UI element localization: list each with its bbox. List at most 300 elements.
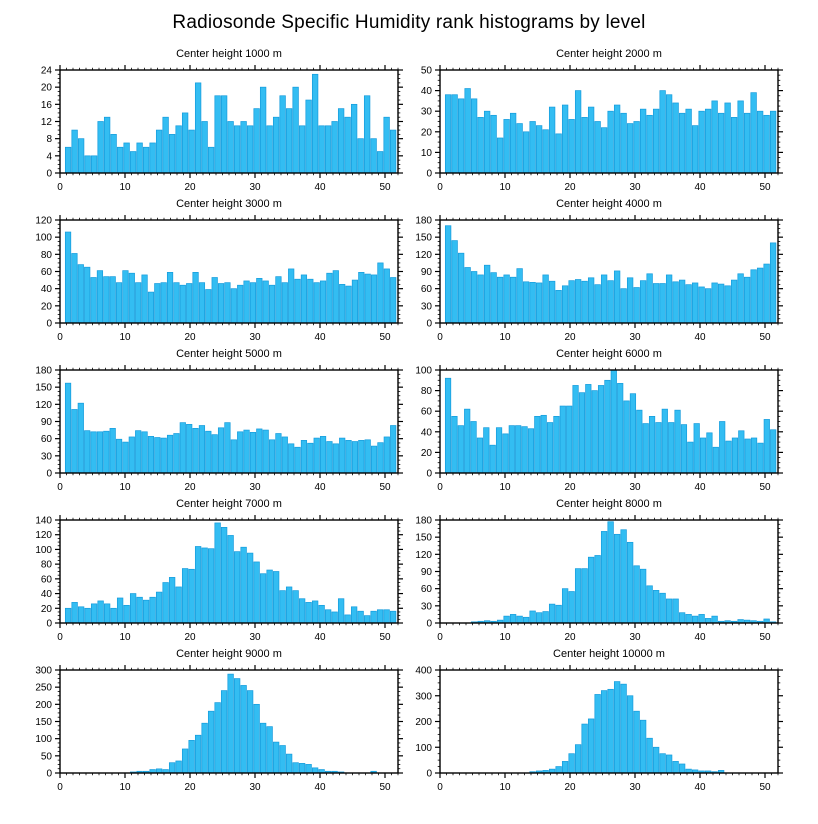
histogram-bar [84,267,89,323]
histogram-bar [325,610,331,623]
y-tick-label: 0 [426,768,432,780]
y-tick-label: 40 [420,86,432,98]
histogram-bar [123,442,128,473]
histogram-bar [241,685,247,773]
y-tick-label: 20 [420,447,432,459]
histogram-bar [371,275,376,323]
histogram-bar [770,430,775,473]
histogram-bar [241,122,247,174]
histogram-bar [244,281,249,323]
histogram-bar [319,126,325,173]
plot-area [35,665,403,793]
histogram-bar [522,427,527,473]
y-tick-label: 120 [35,530,52,542]
histogram-bar [582,724,588,773]
histogram-bar [739,431,744,473]
x-tick-label: 0 [57,182,63,193]
histogram-bar [484,111,490,173]
panel-3000m [0,196,409,346]
histogram-bar [176,126,182,173]
histogram-canvas-5000m [0,362,409,494]
histogram-bar [339,284,344,323]
histogram-bar [634,711,640,773]
x-tick-label: 30 [629,782,641,793]
histogram-bar [694,424,699,473]
histogram-bar [562,589,568,623]
histogram-bar [365,440,370,473]
histogram-bar [608,522,614,623]
y-tick-label: 120 [35,399,52,411]
histogram-bar [679,280,685,323]
histogram-bar [634,122,640,174]
histogram-bar [562,105,568,173]
histogram-bar [543,130,549,173]
y-tick-label: 80 [40,249,52,261]
histogram-bar [351,607,357,623]
y-tick-label: 30 [420,106,432,118]
histogram-bar [78,139,84,173]
x-tick-label: 50 [379,482,391,493]
histogram-bar [601,275,607,323]
histogram-bar [549,281,555,323]
plot-area [415,365,783,493]
y-tick-label: 300 [35,665,52,677]
histogram-bar [458,99,464,173]
histogram-bar [98,122,104,174]
histogram-bar [653,109,659,173]
y-tick-label: 120 [415,549,432,561]
histogram-bar [390,611,396,623]
histogram-bar [174,283,179,323]
histogram-bar [351,104,357,173]
x-tick-label: 50 [379,332,391,343]
histogram-bar [327,442,332,473]
x-tick-label: 10 [499,782,511,793]
histogram-bar [384,269,389,323]
histogram-bar [624,401,629,473]
y-tick-label: 200 [35,699,52,711]
histogram-bar [364,616,370,623]
histogram-bar [221,691,227,773]
histogram-bar [595,122,601,174]
histogram-bar [649,416,654,473]
histogram-bar [662,409,667,473]
histogram-canvas-3000m [0,212,409,344]
histogram-bar [308,443,313,473]
histogram-bar [176,587,182,623]
histogram-bar [218,284,223,323]
y-tick-label: 0 [46,318,52,330]
histogram-bar [510,614,516,623]
x-tick-label: 20 [184,332,196,343]
histogram-bar [751,270,757,323]
histogram-bar [189,740,195,773]
histogram-bar [582,569,588,623]
y-tick-label: 400 [415,665,432,677]
histogram-bar [656,423,661,473]
histogram-canvas-2000m [409,62,818,194]
histogram-bar [182,113,188,173]
histogram-bar [267,126,273,173]
histogram-bar [189,130,195,173]
histogram-bar [569,281,575,323]
y-tick-label: 140 [35,515,52,527]
figure-title: Radiosonde Specific Humidity rank histograms by level [172,12,646,33]
x-tick-label: 50 [379,632,391,643]
histogram-bar [556,767,562,773]
histogram-bar [471,272,477,324]
histogram-bar [98,601,104,623]
histogram-bar [536,613,542,623]
histogram-bar [517,616,523,623]
histogram-bar [117,147,123,173]
x-tick-label: 40 [694,632,706,643]
histogram-bar [640,720,646,773]
histogram-bar [116,439,121,473]
x-tick-label: 0 [437,182,443,193]
histogram-bar [288,444,293,473]
histogram-bar [195,735,201,773]
histogram-bar [515,426,520,473]
histogram-bar [686,614,692,623]
y-tick-label: 0 [426,318,432,330]
histogram-bar [91,432,96,473]
y-tick-label: 24 [40,65,52,77]
histogram-bar [84,431,89,473]
x-tick-label: 0 [57,782,63,793]
histogram-bar [547,423,552,473]
histogram-bar [757,268,763,323]
histogram-bar [104,431,109,473]
histogram-bar [206,431,211,473]
x-tick-label: 40 [694,782,706,793]
histogram-bar [692,126,698,173]
y-tick-label: 0 [46,168,52,180]
histogram-bar [359,440,364,473]
y-tick-label: 100 [35,734,52,746]
histogram-bar [293,87,299,173]
histogram-bar [332,612,338,623]
histogram-bar [169,577,175,623]
histogram-bar [490,445,495,473]
histogram-bar [65,608,71,623]
x-tick-label: 0 [437,332,443,343]
histogram-bar [647,738,653,773]
histogram-bar [764,419,769,473]
histogram-bar [588,278,594,323]
histogram-bar [509,426,514,473]
panel-title: Center height 8000 m [556,498,662,510]
histogram-bar [148,436,153,473]
histogram-bar [484,428,489,473]
histogram-bar [744,277,750,323]
histogram-bar [510,113,516,173]
histogram-bar [738,101,744,173]
histogram-bar [757,111,763,173]
histogram-bar [478,117,484,173]
histogram-bar [503,434,508,473]
histogram-bar [325,126,331,173]
x-tick-label: 40 [314,182,326,193]
histogram-bar [705,289,711,323]
histogram-bar [221,527,227,623]
y-tick-label: 80 [40,559,52,571]
histogram-bar [614,534,620,623]
histogram-bar [215,96,221,173]
histogram-bar [163,117,169,173]
histogram-bar [301,275,306,323]
histogram-bar [377,610,383,623]
histogram-bar [199,283,204,323]
histogram-bar [346,286,351,323]
histogram-bar [208,549,214,623]
y-tick-label: 60 [40,434,52,446]
histogram-bar [627,542,633,623]
x-tick-label: 50 [379,182,391,193]
histogram-bar [234,679,240,773]
histogram-bar [320,281,325,323]
histogram-bar [627,124,633,173]
panel-4000m [409,196,818,346]
histogram-bar [247,691,253,773]
histogram-bar [478,275,484,323]
histogram-bar [497,277,503,323]
histogram-bar [718,113,724,173]
histogram-bar [556,605,562,623]
histogram-bar [770,243,776,323]
histogram-bar [332,122,338,174]
x-tick-label: 40 [694,482,706,493]
y-tick-label: 12 [40,117,52,128]
panel-title: Center height 9000 m [176,648,282,660]
y-tick-label: 20 [40,301,52,313]
histogram-bar [202,122,208,174]
y-tick-label: 100 [35,232,52,244]
histogram-bar [679,113,685,173]
histogram-bar [237,285,242,323]
x-tick-label: 30 [629,182,641,193]
histogram-bar [234,126,240,173]
histogram-bar [263,281,268,323]
histogram-bar [228,674,234,773]
histogram-bar [504,275,510,323]
histogram-bar [601,531,607,623]
histogram-bar [299,126,305,173]
histogram-bar [180,285,185,323]
histogram-bar [725,286,731,323]
histogram-bar [365,274,370,323]
histogram-bar [163,583,169,623]
histogram-bar [169,134,175,173]
histogram-bar [549,107,555,173]
x-tick-label: 20 [564,482,576,493]
histogram-bar [595,555,601,623]
histogram-bar [282,437,287,473]
histogram-bar [65,232,70,323]
histogram-bar [286,754,292,773]
histogram-bar [129,437,134,473]
histogram-bar [458,426,463,473]
x-tick-label: 50 [759,482,771,493]
y-tick-label: 90 [420,267,432,278]
histogram-bar [731,117,737,173]
x-tick-label: 30 [629,482,641,493]
panel-title: Center height 6000 m [556,348,662,360]
histogram-bar [668,423,673,473]
histogram-bar [286,109,292,173]
histogram-bar [699,287,705,323]
histogram-bar [72,253,77,323]
x-tick-label: 40 [314,782,326,793]
histogram-bar [562,286,568,323]
histogram-bar [554,416,559,473]
histogram-bar [535,416,540,473]
histogram-bar [611,370,616,473]
histogram-bar [725,103,731,173]
panel-7000m [0,496,409,646]
histogram-bar [601,691,607,773]
x-tick-label: 40 [694,182,706,193]
histogram-bar [142,275,147,323]
histogram-canvas-8000m [409,512,818,644]
y-tick-label: 20 [420,127,432,139]
histogram-bar [260,574,266,623]
histogram-bar [250,432,255,473]
histogram-bar [352,442,357,473]
y-tick-label: 10 [420,147,432,159]
histogram-bar [640,281,646,323]
y-tick-label: 0 [426,618,432,630]
histogram-bar [212,435,217,473]
histogram-bar [634,288,640,323]
histogram-bar [575,569,581,623]
histogram-bar [314,438,319,473]
y-tick-label: 0 [46,618,52,630]
histogram-bar [660,754,666,773]
histogram-bar [726,441,731,473]
histogram-bar [371,139,377,173]
histogram-bar [143,147,149,173]
histogram-bar [218,428,223,473]
histogram-bar [653,590,659,623]
histogram-bar [124,605,130,623]
histogram-bar [104,604,110,623]
histogram-bar [673,282,679,323]
histogram-bar [110,277,115,323]
y-tick-label: 90 [40,417,52,428]
histogram-bar [267,727,273,773]
histogram-bar [371,611,377,623]
x-tick-label: 50 [759,182,771,193]
x-tick-label: 20 [564,332,576,343]
histogram-canvas-1000m [0,62,409,194]
histogram-bar [566,406,571,473]
histogram-bar [142,432,147,473]
y-tick-label: 0 [426,168,432,180]
histogram-bar [161,283,166,323]
x-tick-label: 0 [437,632,443,643]
y-tick-label: 150 [415,232,432,244]
histogram-bar [276,434,281,473]
histogram-bar [137,597,143,623]
histogram-bar [280,746,286,773]
histogram-bar [124,143,130,173]
histogram-bar [189,569,195,623]
histogram-bar [299,763,305,773]
histogram-bar [592,391,597,473]
histogram-bar [306,100,312,173]
histogram-bar [731,280,737,323]
histogram-bar [504,616,510,623]
histogram-bar [575,280,581,323]
histogram-bar [653,284,659,323]
histogram-bar [208,711,214,773]
histogram-bar [237,432,242,473]
histogram-bar [156,130,162,173]
histogram-bar [543,275,549,323]
histogram-bar [634,566,640,623]
histogram-bar [530,122,536,174]
histogram-bar [523,282,529,323]
y-tick-label: 120 [35,215,52,227]
histogram-bar [150,597,156,623]
histogram-bar [666,95,672,173]
x-tick-label: 10 [499,482,511,493]
histogram-bar [390,426,395,473]
histogram-bar [143,600,149,623]
histogram-bar [637,410,642,473]
histogram-bar [738,274,744,323]
histogram-bar [269,440,274,473]
histogram-bar [65,383,70,473]
panel-10000m [409,646,818,796]
y-tick-label: 30 [420,301,432,313]
histogram-bar [263,430,268,473]
histogram-bar [215,703,221,773]
histogram-bar [640,109,646,173]
histogram-canvas-4000m [409,212,818,344]
panel-1000m [0,46,409,196]
histogram-bar [458,253,464,323]
x-tick-label: 20 [184,182,196,193]
histogram-bar [504,119,510,173]
y-tick-label: 4 [46,151,52,163]
panel-9000m [0,646,409,796]
y-tick-label: 150 [35,382,52,394]
y-tick-label: 50 [40,751,52,763]
histogram-bar [378,443,383,473]
histogram-bar [452,95,458,173]
histogram-bar [358,139,364,173]
y-tick-label: 60 [420,406,432,418]
histogram-bar [293,591,299,623]
histogram-bar [630,394,635,473]
histogram-bar [314,283,319,323]
histogram-bar [195,546,201,623]
x-tick-label: 10 [499,332,511,343]
histogram-bar [536,283,542,323]
histogram-bar [345,615,351,623]
histogram-bar [510,277,516,323]
panel-title: Center height 3000 m [176,198,282,210]
histogram-bar [679,764,685,773]
histogram-bar [104,277,109,323]
histogram-bar [377,152,383,173]
x-tick-label: 50 [759,782,771,793]
histogram-bar [221,96,227,173]
histogram-bar [260,723,266,773]
y-tick-label: 0 [426,468,432,480]
